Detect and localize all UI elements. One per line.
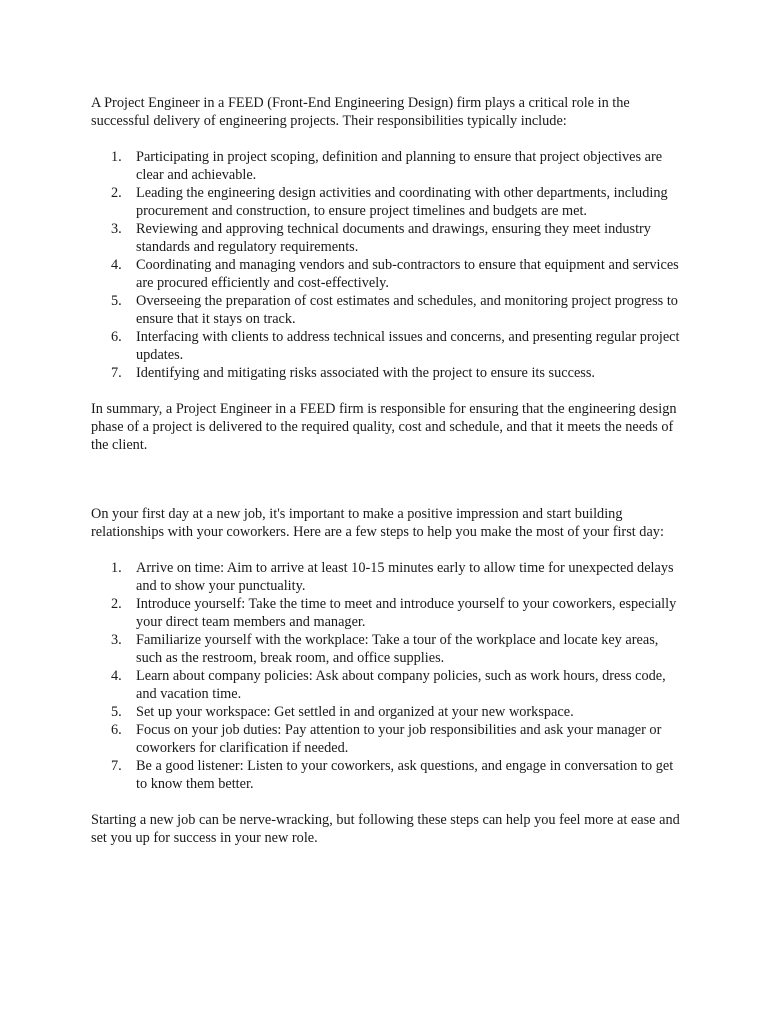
list-item-text: Learn about company policies: Ask about company policies, such as work hours, dress code, and vacation time. bbox=[136, 668, 666, 702]
list-number: 5. bbox=[111, 704, 122, 720]
list-item bbox=[91, 292, 683, 328]
list-number: 4. bbox=[111, 668, 122, 684]
list-number: 1. bbox=[111, 149, 122, 165]
list-number: 3. bbox=[111, 632, 122, 648]
list-item bbox=[91, 328, 683, 364]
first-day-summary: Starting a new job can be nerve-wracking, but following these steps can help you feel more at ease and set you up for success in your new role. bbox=[91, 812, 680, 846]
list-item bbox=[91, 148, 683, 184]
list-item-text: Be a good listener: Listen to your coworkers, ask questions, and engage in conversation to get to know them better. bbox=[136, 758, 674, 792]
list-item-text: Interfacing with clients to address technical issues and concerns, and presenting regular project updates. bbox=[136, 329, 680, 363]
list-item-text: Focus on your job duties: Pay attention to your job responsibilities and ask your manager or coworkers for clarification if needed. bbox=[136, 722, 662, 756]
project-engineer-intro: A Project Engineer in a FEED (Front-End Engineering Design) firm plays a critical role in the successful delivery of engineering projects. Their responsibilities typically include: bbox=[91, 95, 630, 129]
list-item bbox=[91, 667, 683, 703]
list-number: 7. bbox=[111, 758, 122, 774]
list-number: 2. bbox=[111, 596, 122, 612]
project-engineer-summary: In summary, a Project Engineer in a FEED firm is responsible for ensuring that the engineering design phase of a project is delivered to the required quality, cost and schedule, and that it meets the needs of the client. bbox=[91, 401, 677, 453]
responsibilities-list bbox=[91, 148, 683, 382]
list-number: 3. bbox=[111, 221, 122, 237]
list-item bbox=[91, 256, 683, 292]
list-item-text: Coordinating and managing vendors and sub-contractors to ensure that equipment and services are procured efficiently and cost-effectively. bbox=[136, 257, 679, 291]
list-item bbox=[91, 184, 683, 220]
list-number: 2. bbox=[111, 185, 122, 201]
first-day-intro: On your first day at a new job, it's important to make a positive impression and start building relationships with your coworkers. Here are a few steps to help you make the most of your first day: bbox=[91, 506, 664, 540]
list-item-text: Identifying and mitigating risks associated with the project to ensure its success. bbox=[136, 365, 595, 381]
list-number: 6. bbox=[111, 722, 122, 738]
list-item bbox=[91, 364, 683, 382]
list-number: 5. bbox=[111, 293, 122, 309]
list-item bbox=[91, 703, 683, 721]
list-item bbox=[91, 721, 683, 757]
list-item bbox=[91, 595, 683, 631]
first-day-steps-list bbox=[91, 559, 683, 793]
list-number: 7. bbox=[111, 365, 122, 381]
list-item bbox=[91, 631, 683, 667]
list-number: 1. bbox=[111, 560, 122, 576]
list-item-text: Leading the engineering design activities and coordinating with other departments, including procurement and construction, to ensure project timelines and budgets are met. bbox=[136, 185, 668, 219]
list-item-text: Familiarize yourself with the workplace: Take a tour of the workplace and locate key areas, such as the restroom, break room, and office supplies. bbox=[136, 632, 659, 666]
list-number: 4. bbox=[111, 257, 122, 273]
list-item-text: Introduce yourself: Take the time to meet and introduce yourself to your coworkers, especially your direct team members and manager. bbox=[136, 596, 677, 630]
first-day-section bbox=[91, 505, 683, 847]
project-engineer-section bbox=[91, 94, 683, 454]
list-item-text: Participating in project scoping, definition and planning to ensure that project objectives are clear and achievable. bbox=[136, 149, 663, 183]
list-item-text: Reviewing and approving technical documents and drawings, ensuring they meet industry standards and regulatory requirements. bbox=[136, 221, 651, 255]
list-item bbox=[91, 757, 683, 793]
list-item-text: Overseeing the preparation of cost estimates and schedules, and monitoring project progress to ensure that it stays on track. bbox=[136, 293, 678, 327]
list-number: 6. bbox=[111, 329, 122, 345]
list-item bbox=[91, 220, 683, 256]
list-item-text: Arrive on time: Aim to arrive at least 10-15 minutes early to allow time for unexpected delays and to show your punctuality. bbox=[136, 560, 674, 594]
list-item-text: Set up your workspace: Get settled in and organized at your new workspace. bbox=[136, 704, 574, 720]
list-item bbox=[91, 559, 683, 595]
